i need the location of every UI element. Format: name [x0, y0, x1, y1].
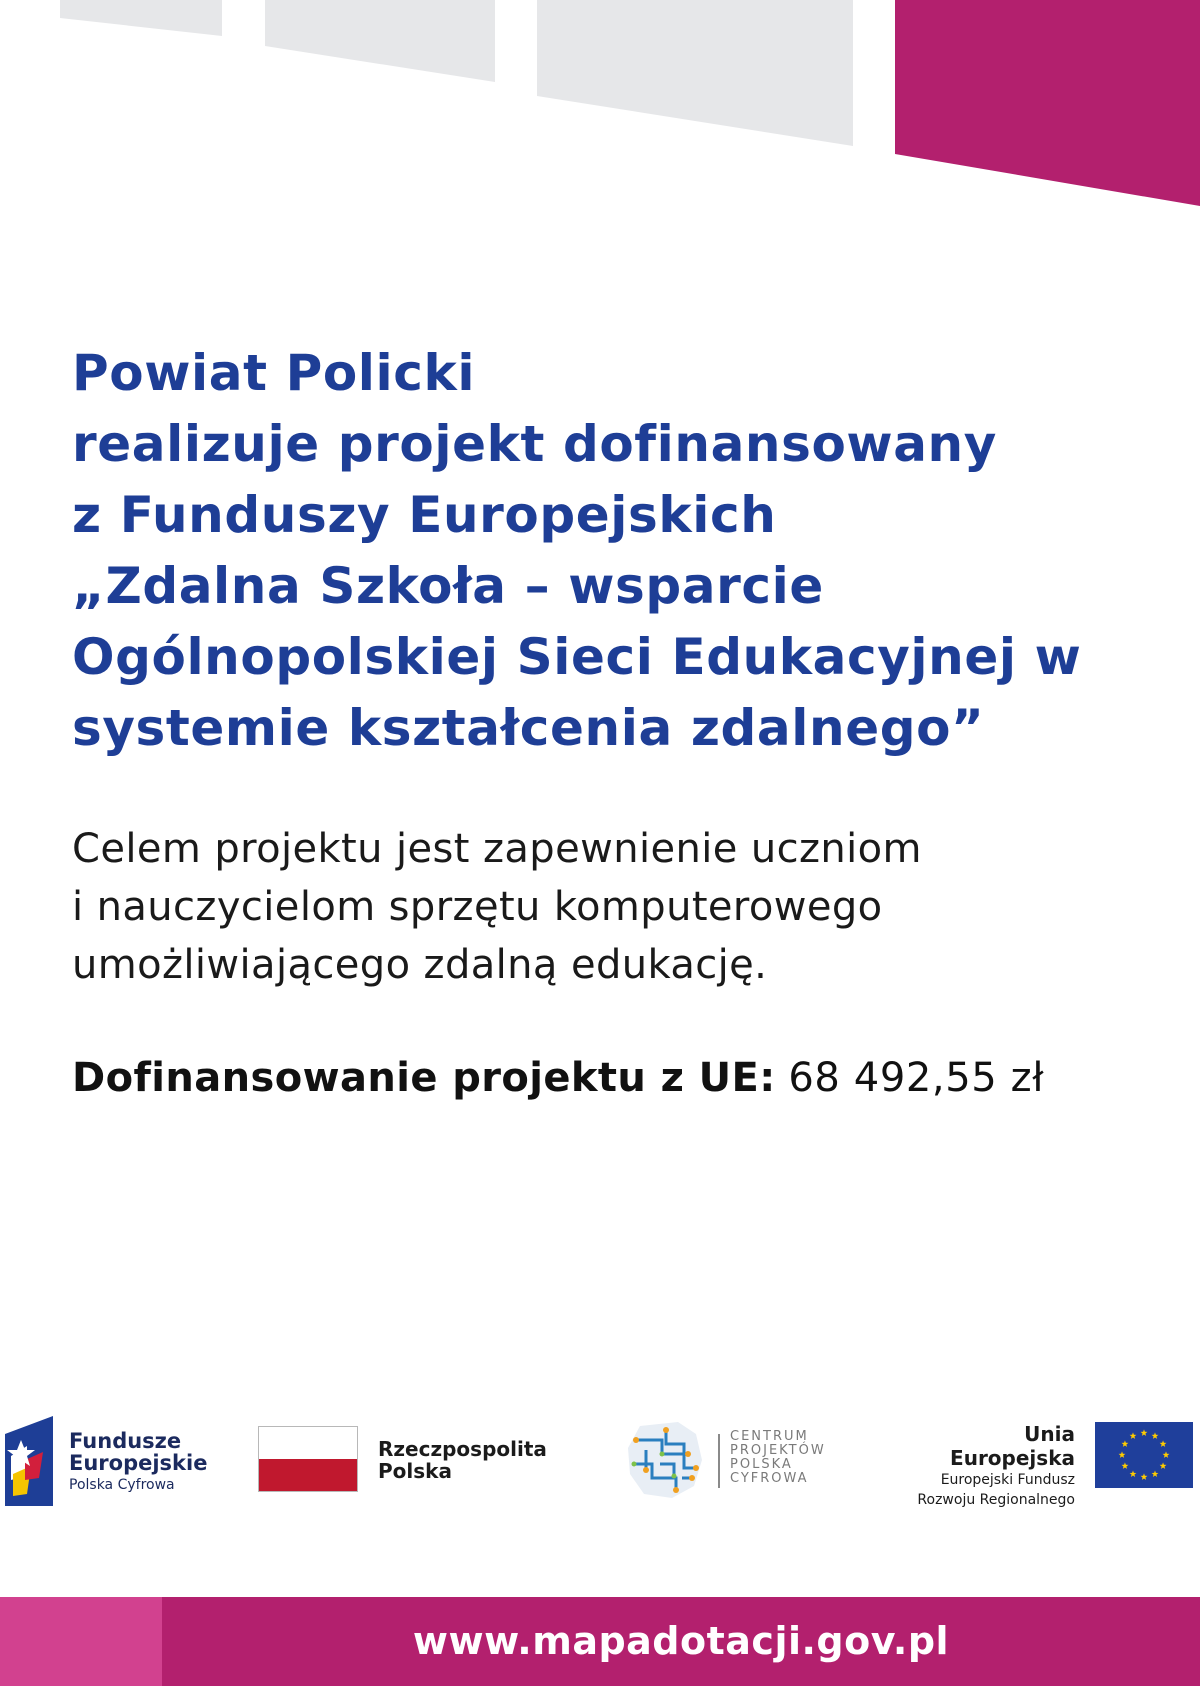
ue-line-3: Rozwoju Regionalnego — [917, 1492, 1075, 1508]
top-decoration — [0, 0, 1200, 210]
headline-line-3: z Funduszy Europejskich — [72, 486, 777, 544]
rzeczpospolita-polska-text — [378, 1438, 547, 1482]
logo-strip — [0, 1408, 1200, 1518]
deco-grey-band-3 — [537, 0, 853, 146]
cpc-line-3: POLSKA — [730, 1457, 793, 1472]
headline-line-1: Powiat Policki — [72, 344, 476, 402]
fe-line-3: Polska Cyfrowa — [69, 1477, 175, 1493]
funding-amount: 68 492,55 zł — [788, 1055, 1045, 1101]
circuit-map-icon — [626, 1420, 706, 1500]
description-line-1: Celem projektu jest zapewnienie uczniom — [72, 826, 922, 872]
pl-line-1: Rzeczpospolita — [378, 1437, 547, 1461]
fundusze-europejskie-text — [69, 1430, 207, 1496]
headline-line-4: „Zdalna Szkoła – wsparcie — [72, 557, 824, 615]
fundusze-europejskie-mark-icon — [5, 1416, 53, 1506]
cpc-line-1: CENTRUM — [730, 1429, 809, 1444]
ue-line-2: Europejski Fundusz — [940, 1472, 1075, 1488]
cpc-text — [730, 1430, 826, 1486]
unia-europejska-logo — [900, 1422, 1195, 1508]
eu-flag-icon — [1095, 1422, 1193, 1488]
footer-bar — [0, 1597, 1200, 1686]
fundusze-europejskie-logo — [5, 1408, 208, 1508]
description-line-2: i nauczycielom sprzętu komputerowego — [72, 884, 883, 930]
cpc-line-2: PROJEKTÓW — [730, 1443, 826, 1458]
deco-magenta-band — [895, 0, 1200, 206]
funding-label: Dofinansowanie projektu z UE: — [72, 1055, 776, 1101]
cpc-separator — [718, 1434, 720, 1488]
ue-line-1: Unia Europejska — [950, 1422, 1075, 1470]
unia-europejska-text — [900, 1422, 1075, 1510]
headline-line-6: systemie kształcenia zdalnego” — [72, 699, 985, 757]
headline-line-5: Ogólnopolskiej Sieci Edukacyjnej w — [72, 628, 1082, 686]
headline-line-2: realizuje projekt dofinansowany — [72, 415, 997, 473]
footer-bottom-margin — [0, 1686, 1200, 1697]
headline — [72, 338, 1152, 764]
description-line-3: umożliwiającego zdalną edukację. — [72, 942, 768, 988]
project-description — [72, 820, 1152, 994]
fe-line-1: Fundusze — [69, 1429, 182, 1453]
deco-grey-band-1 — [60, 0, 222, 36]
cpc-line-4: CYFROWA — [730, 1471, 809, 1486]
pl-line-2: Polska — [378, 1459, 452, 1483]
rzeczpospolita-polska-logo — [258, 1426, 558, 1506]
centrum-projektow-polska-cyfrowa-logo — [626, 1420, 836, 1510]
footer-accent-block — [0, 1597, 162, 1686]
deco-grey-band-2 — [265, 0, 495, 82]
funding-amount-line — [72, 1050, 1172, 1106]
polish-flag-icon — [258, 1426, 358, 1492]
footer-website-link[interactable]: www.mapadotacji.gov.pl — [412, 1619, 950, 1663]
fe-line-2: Europejskie — [69, 1451, 208, 1475]
